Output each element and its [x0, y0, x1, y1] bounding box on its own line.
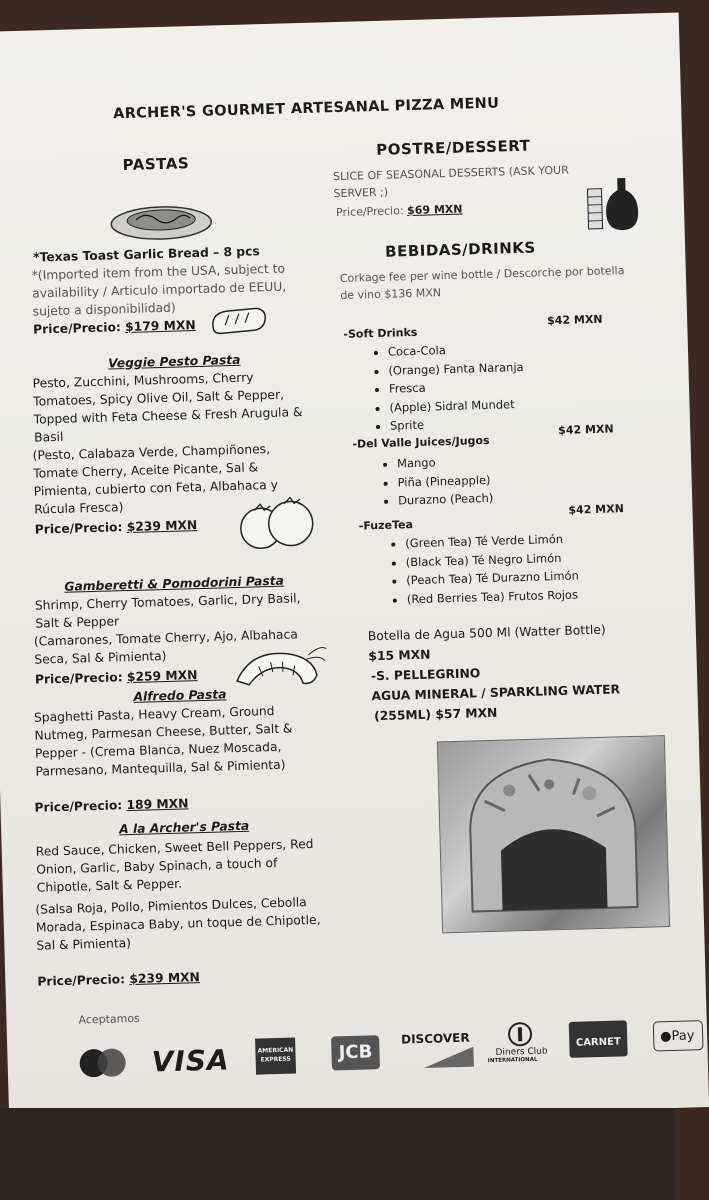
list-item: • (Green Tea) Té Verde Limón: [405, 529, 578, 552]
juices-price: $42 MXN: [558, 422, 614, 437]
dessert-price-row: [336, 201, 463, 222]
pastas-heading: PASTAS: [122, 154, 190, 175]
veggie-pasta-desc: Pesto, Zucchini, Mushrooms, Cherry Tomatoes, Spicy Olive Oil, Salt & Pepper, Topped with Feta Cheese & Fresh Arugula & Basil: [32, 370, 303, 445]
alfredo-pasta-price-row: [34, 794, 188, 816]
apple-pay-logo: [653, 1020, 704, 1051]
shrimp-icon: [228, 642, 329, 697]
price-label: Price/Precio:: [37, 972, 126, 989]
list-item: • (Apple) Sidral Mundet: [389, 394, 525, 416]
archers-pasta-price-row: [37, 968, 200, 991]
archers-pasta-desc: Red Sauce, Chicken, Sweet Bell Peppers, Red Onion, Garlic, Baby Spinach, a touch of Chipotle, Salt & Pepper.: [35, 836, 314, 895]
list-item: • Durazno (Peach): [398, 489, 494, 510]
alfredo-pasta-price: 189 MXN: [126, 796, 189, 813]
list-item: • Coca-Cola: [388, 339, 524, 361]
price-label: Price/Precio:: [34, 798, 123, 815]
dessert-heading: POSTRE/DESSERT: [376, 136, 531, 159]
soft-drinks-label: -Soft Drinks: [343, 325, 418, 341]
apple-icon: ●: [659, 1029, 672, 1045]
water-label: Botella de Agua 500 Ml (Watter Bottle): [367, 622, 606, 644]
list-item: • (Peach Tea) Té Durazno Limón: [406, 566, 579, 589]
list-item: • (Orange) Fanta Naranja: [388, 357, 524, 379]
mastercard-icon: [77, 1046, 130, 1079]
gamberetti-pasta-price-row: [35, 666, 198, 689]
garlic-bread-price: $179 MXN: [124, 318, 196, 335]
alfredo-pasta-name: Alfredo Pasta: [133, 687, 227, 704]
discover-swoosh-icon: [423, 1047, 474, 1068]
gamberetti-pasta-desc-es: (Camarones, Tomate Cherry, Ajo, Albahaca Seca, Sal & Pimienta): [33, 627, 298, 667]
menu-title: ARCHER'S GOURMET ARTESANAL PIZZA MENU: [112, 95, 500, 123]
drinks-heading: BEBIDAS/DRINKS: [384, 238, 536, 261]
fuze-tea-label: -FuzeTea: [358, 518, 414, 533]
veggie-pasta-price: $239 MXN: [126, 518, 198, 535]
water-price: $15 MXN: [368, 647, 431, 664]
list-item: • Mango: [397, 452, 493, 473]
veggie-pasta-name: Veggie Pesto Pasta: [107, 352, 241, 371]
archers-pasta-name: A la Archer's Pasta: [118, 818, 250, 837]
menu-page: [0, 12, 709, 1126]
garlic-bread-note: *(Imported item from the USA, subject to availability / Articulo importado de EEUU, sujeto a disponibilidad): [31, 261, 287, 319]
pellegrino-price: (255ML) $57 MXN: [373, 705, 498, 724]
carnet-logo: CARNET: [569, 1020, 628, 1058]
table-surface: [0, 1108, 675, 1200]
bread-icon: [209, 304, 268, 336]
veggie-pasta-price-row: [35, 516, 198, 539]
tower-wine-icon: [583, 173, 647, 237]
dessert-desc: SLICE OF SEASONAL DESSERTS (ASK YOUR SERVER ;): [332, 163, 569, 201]
discover-logo: DISCOVER: [400, 1030, 470, 1047]
gamberetti-pasta-desc: Shrimp, Cherry Tomatoes, Garlic, Dry Basil, Salt & Pepper: [34, 591, 301, 631]
fuze-tea-price: $42 MXN: [568, 502, 625, 517]
fuze-tea-list: [367, 529, 580, 609]
garlic-bread-price-row: [33, 316, 196, 339]
garlic-bread-name: *Texas Toast Garlic Bread – 8 pcs: [32, 244, 260, 265]
amex-logo: AMERICAN EXPRESS: [255, 1038, 296, 1075]
apple-pay-text: Pay: [671, 1028, 695, 1045]
diners-club-logo: Diners Club: [495, 1046, 548, 1058]
pellegrino-desc: AGUA MINERAL / SPARKLING WATER: [371, 682, 621, 704]
juices-label: -Del Valle Juices/Jugos: [352, 433, 490, 451]
pizza-oven-icon: [438, 736, 669, 932]
soft-drinks-price: $42 MXN: [546, 312, 603, 328]
visa-logo: VISA: [151, 1043, 231, 1079]
dessert-price: $69 MXN: [406, 202, 463, 218]
price-label: Price/Precio:: [34, 520, 123, 537]
soft-drinks-list: [350, 339, 526, 436]
juices-list: [359, 452, 494, 511]
pasta-plate-icon: [106, 195, 217, 246]
pellegrino-label: -S. PELLEGRINO: [370, 666, 481, 684]
list-item: • (Red Berries Tea) Frutos Rojos: [407, 585, 580, 608]
payment-logos: [67, 1014, 708, 1092]
veggie-pasta-desc-es: (Pesto, Calabaza Verde, Champiñones, Tomate Cherry, Aceite Picante, Sal & Pimienta, cubierto con Feta, Albahaca y Rúcula Fresca): [32, 442, 279, 517]
archers-pasta-desc-es: (Salsa Roja, Pollo, Pimientos Dulces, Cebolla Morada, Espinaca Baby, un toque de Chipotle, Sal & Pimienta): [35, 895, 321, 953]
list-item: • Sprite: [390, 413, 526, 435]
price-label: Price/Precio:: [34, 670, 123, 687]
price-label: Price/Precio:: [32, 320, 122, 337]
list-item: • (Black Tea) Té Negro Limón: [406, 548, 579, 571]
gamberetti-pasta-name: Gamberetti & Pomodorini Pasta: [64, 573, 285, 594]
jcb-logo: JCB: [331, 1035, 380, 1070]
list-item: • Piña (Pineapple): [397, 470, 493, 491]
pizza-oven-photo: [437, 735, 670, 933]
diners-club-sub: INTERNATIONAL: [487, 1056, 538, 1065]
alfredo-pasta-desc: Spaghetti Pasta, Heavy Cream, Ground Nutmeg, Parmesan Cheese, Butter, Salt & Pepper - (Crema Blanca, Nuez Moscada, Parmesano, Mantequilla, Sal & Pimienta): [33, 703, 293, 779]
price-label: Price/Precio:: [335, 204, 404, 220]
payments-label: Aceptamos: [78, 1011, 140, 1027]
gamberetti-pasta-price: $259 MXN: [126, 668, 198, 685]
diners-club-icon: [507, 1021, 534, 1048]
tomato-icon: [232, 493, 320, 553]
list-item: • Fresca: [389, 376, 525, 398]
archers-pasta-price: $239 MXN: [129, 970, 201, 987]
corkage-fee: Corkage fee per wine bottle / Descorche por botella de vino $136 MXN: [339, 264, 625, 302]
